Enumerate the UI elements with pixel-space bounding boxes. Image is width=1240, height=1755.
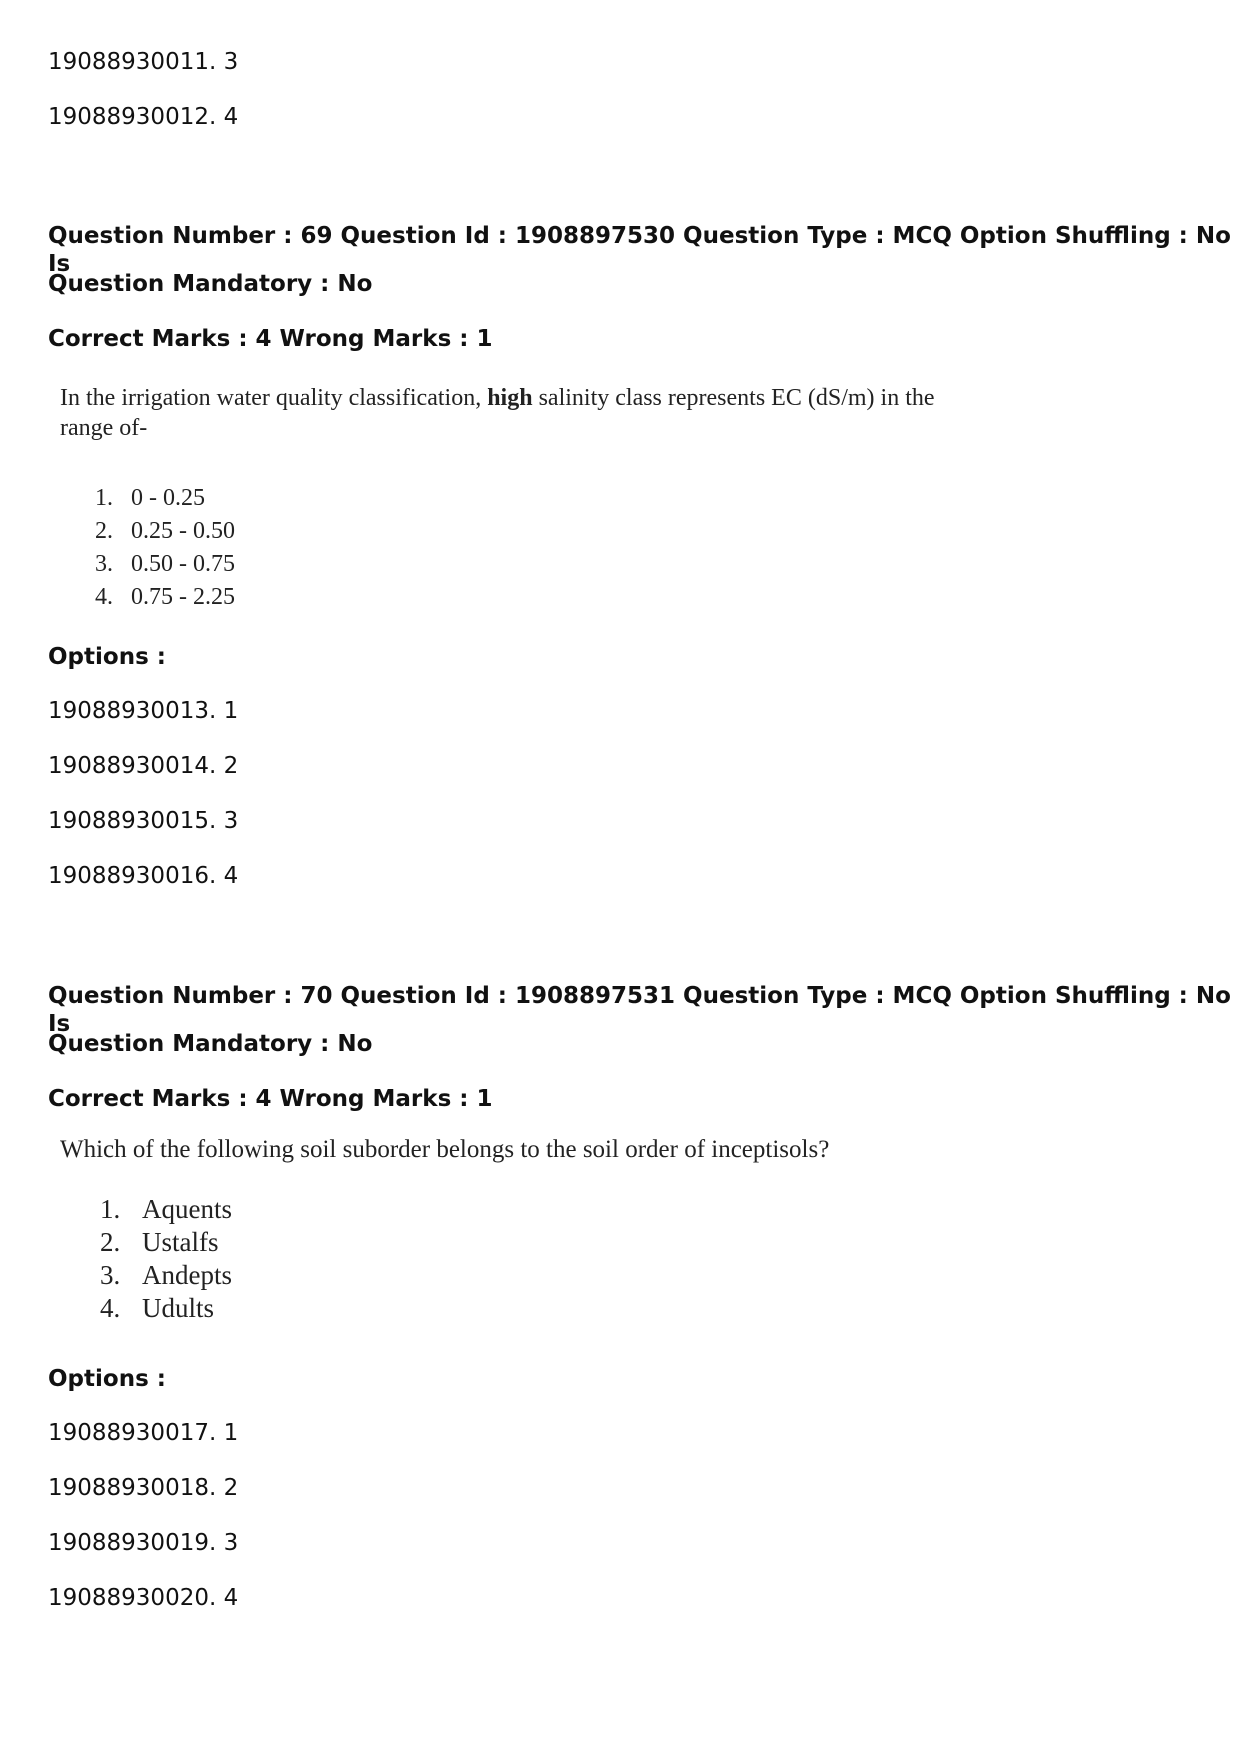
option-line: 19088930020. 4 xyxy=(48,1585,239,1611)
question-stem-text: In the irrigation water quality classification, xyxy=(60,385,488,411)
answer-choice-list xyxy=(100,1193,232,1325)
answer-choice xyxy=(100,1193,232,1226)
question-stem: Which of the following soil suborder belongs to the soil order of inceptisols? xyxy=(60,1136,830,1163)
answer-choice xyxy=(95,548,235,581)
option-line: 19088930016. 4 xyxy=(48,863,239,889)
options-label: Options : xyxy=(48,644,166,670)
answer-choice xyxy=(100,1292,232,1325)
choice-number: 2. xyxy=(100,1227,121,1257)
answer-choice xyxy=(95,482,235,515)
option-line: 19088930018. 2 xyxy=(48,1475,239,1501)
question-stem xyxy=(60,383,935,443)
option-line: 19088930013. 1 xyxy=(48,698,239,724)
option-line: 19088930017. 1 xyxy=(48,1420,239,1446)
choice-text: 0.50 - 0.75 xyxy=(131,551,235,577)
question-header-continued: Question Mandatory : No xyxy=(48,1031,373,1057)
choice-text: Udults xyxy=(142,1293,215,1323)
marks-line: Correct Marks : 4 Wrong Marks : 1 xyxy=(48,326,493,352)
answer-choice xyxy=(95,515,235,548)
choice-number: 1. xyxy=(95,485,113,511)
option-line: 19088930012. 4 xyxy=(48,104,239,130)
marks-line: Correct Marks : 4 Wrong Marks : 1 xyxy=(48,1086,493,1112)
options-label: Options : xyxy=(48,1366,166,1392)
answer-choice xyxy=(95,581,235,614)
choice-text: 0.25 - 0.50 xyxy=(131,518,235,544)
choice-text: 0 - 0.25 xyxy=(131,485,205,511)
question-stem-emphasis: high xyxy=(487,385,533,411)
option-line: 19088930014. 2 xyxy=(48,753,239,779)
choice-number: 1. xyxy=(100,1194,121,1224)
question-header: Question Number : 70 Question Id : 1908897531 Question Type : MCQ Option Shuffling : No Is xyxy=(48,983,1231,1037)
question-header: Question Number : 69 Question Id : 1908897530 Question Type : MCQ Option Shuffling : No Is xyxy=(48,223,1231,277)
choice-text: 0.75 - 2.25 xyxy=(131,584,235,610)
question-stem-line xyxy=(60,383,935,413)
answer-choice xyxy=(100,1259,232,1292)
choice-number: 2. xyxy=(95,518,113,544)
answer-choice-list xyxy=(95,482,235,614)
option-line: 19088930015. 3 xyxy=(48,808,239,834)
question-stem-text: salinity class represents EC (dS/m) in the xyxy=(532,385,935,411)
option-line: 19088930011. 3 xyxy=(48,49,239,75)
choice-number: 4. xyxy=(95,584,113,610)
choice-text: Andepts xyxy=(142,1260,232,1290)
choice-number: 3. xyxy=(100,1260,121,1290)
choice-text: Aquents xyxy=(142,1194,232,1224)
question-stem-line: range of- xyxy=(60,415,148,441)
choice-number: 3. xyxy=(95,551,113,577)
answer-choice xyxy=(100,1226,232,1259)
choice-number: 4. xyxy=(100,1293,121,1323)
choice-text: Ustalfs xyxy=(142,1227,219,1257)
question-header-continued: Question Mandatory : No xyxy=(48,271,373,297)
option-line: 19088930019. 3 xyxy=(48,1530,239,1556)
